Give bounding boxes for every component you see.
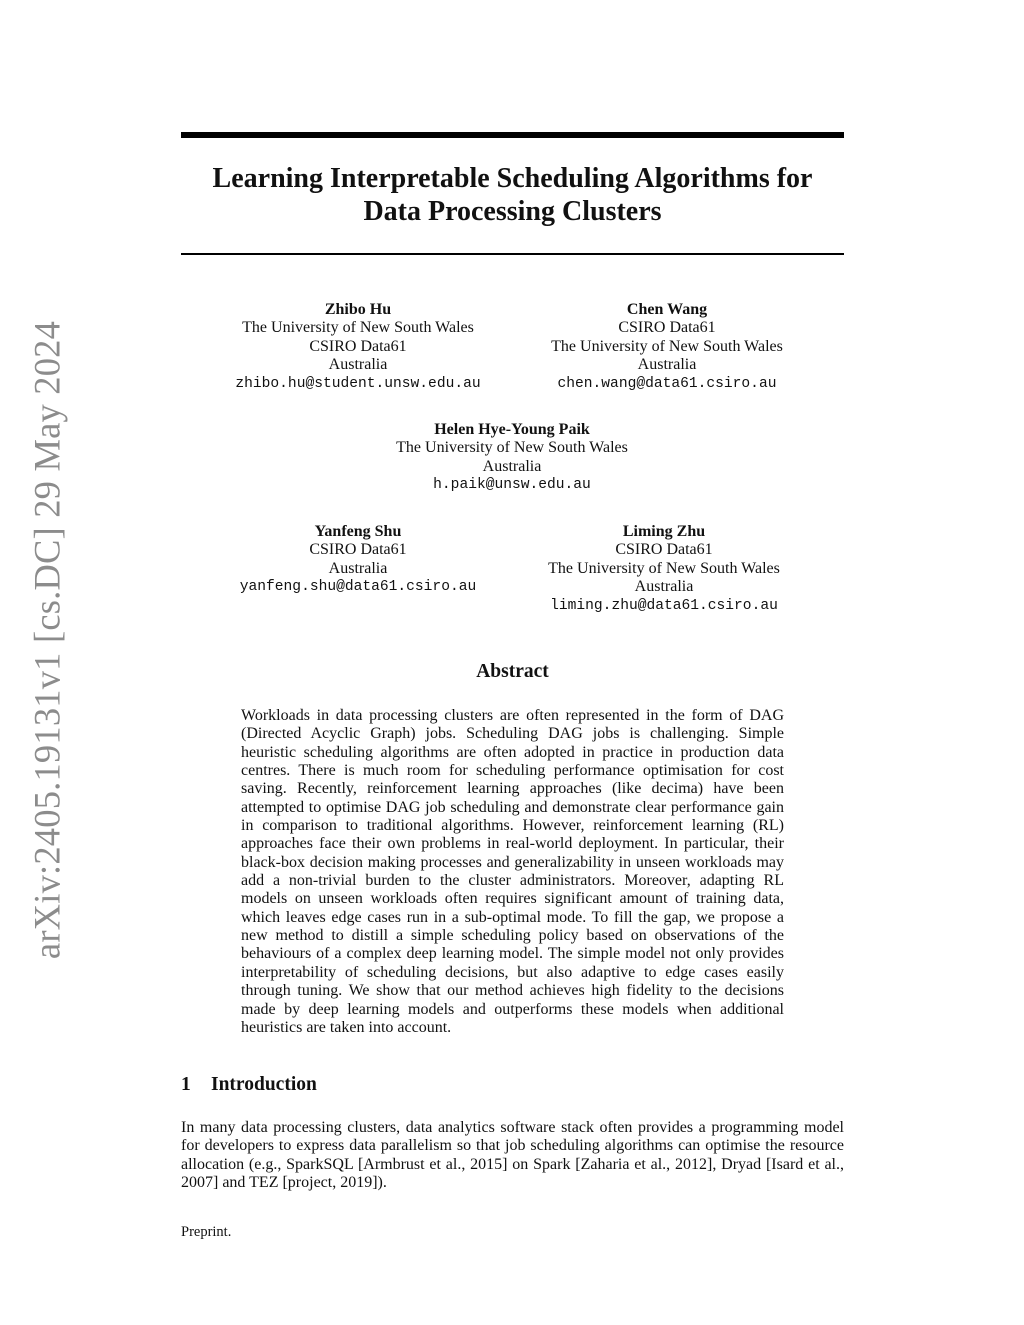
- author-affiliation: The University of New South Wales: [396, 439, 628, 457]
- author-affiliation: CSIRO Data61: [618, 319, 716, 337]
- author-name: Yanfeng Shu: [314, 523, 402, 540]
- section-number: 1: [181, 1074, 191, 1095]
- author-name: Zhibo Hu: [324, 301, 392, 318]
- author-affiliation: Australia: [482, 457, 542, 475]
- author-block: [193, 301, 523, 393]
- section-heading-introduction: [181, 1074, 317, 1096]
- author-block: [502, 301, 832, 393]
- paper-title: [181, 162, 844, 228]
- author-email: yanfeng.shu@data61.csiro.au: [239, 579, 477, 596]
- introduction-paragraph: In many data processing clusters, data analytics software stack often provides a programming model for developers to express data parallelism so that job scheduling algorithms can optimise the resource allocation (e.g., SparkSQL [Armbrust et al., 2015] on Spark [Zaharia et al., 2012], Dryad [Isard et al., 2007] and TEZ [project, 2019]).: [181, 1119, 844, 1192]
- abstract-text: Workloads in data processing clusters are often represented in the form of DAG (Directed Acyclic Graph) jobs. Scheduling DAG jobs is challenging. Simple heuristic scheduling algorithms are often adopted in practice in production data centres. There is much room for scheduling performance optimisation for cost saving. Recently, reinforcement learning approaches (like decima) have been attempted to optimise DAG job scheduling and demonstrate clear performance gain in comparison to traditional algorithms. However, reinforcement learning (RL) approaches face their own problems in real-world deployment. In particular, their black-box decision making processes and generalizability in unseen workloads may add a non-trivial burden to the cluster administrators. Moreover, adapting RL models on unseen workloads often requires significant amount of training data, which leaves edge cases run in a sub-optimal mode. To fill the gap, we propose a new method to distill a simple scheduling policy based on observations of the behaviours of a complex deep learning model. The simple model not only provides interpretability of scheduling decisions, but also adaptive to edge cases easily through tuning. We show that our method achieves high fidelity to the decisions made by deep learning models and outperforms these models when additional heuristics are taken into account.: [241, 707, 784, 1036]
- author-email: zhibo.hu@student.unsw.edu.au: [235, 375, 481, 392]
- author-name: Chen Wang: [626, 301, 708, 318]
- author-name: Liming Zhu: [622, 523, 706, 540]
- author-affiliation: The University of New South Wales: [242, 319, 474, 337]
- preprint-footer-note: Preprint.: [181, 1224, 232, 1240]
- author-name: Helen Hye-Young Paik: [434, 421, 590, 438]
- author-affiliation: CSIRO Data61: [309, 337, 407, 355]
- paper-title-line-1: Learning Interpretable Scheduling Algorithms for: [212, 163, 813, 194]
- arxiv-identifier-text: arXiv:2405.19131v1 [cs.DC] 29 May 2024: [26, 320, 68, 960]
- author-email: liming.zhu@data61.csiro.au: [550, 597, 778, 614]
- author-affiliation: The University of New South Wales: [551, 337, 783, 355]
- section-title: Introduction: [211, 1074, 317, 1095]
- abstract-heading: Abstract: [476, 661, 549, 682]
- author-email: chen.wang@data61.csiro.au: [557, 375, 777, 392]
- author-affiliation: The University of New South Wales: [548, 559, 780, 577]
- author-block: [347, 421, 677, 495]
- author-affiliation: CSIRO Data61: [309, 541, 407, 559]
- author-affiliation: Australia: [328, 559, 388, 577]
- title-bottom-rule: [181, 253, 844, 255]
- author-email: h.paik@unsw.edu.au: [433, 477, 591, 494]
- author-block: [193, 523, 523, 597]
- paper-title-line-2: Data Processing Clusters: [363, 196, 662, 227]
- author-affiliation: CSIRO Data61: [615, 541, 713, 559]
- author-affiliation: Australia: [637, 356, 697, 374]
- arxiv-identifier-stamp: [21, 320, 73, 960]
- author-affiliation: Australia: [328, 356, 388, 374]
- author-block: [499, 523, 829, 615]
- title-top-rule: [181, 132, 844, 138]
- author-affiliation: Australia: [634, 578, 694, 596]
